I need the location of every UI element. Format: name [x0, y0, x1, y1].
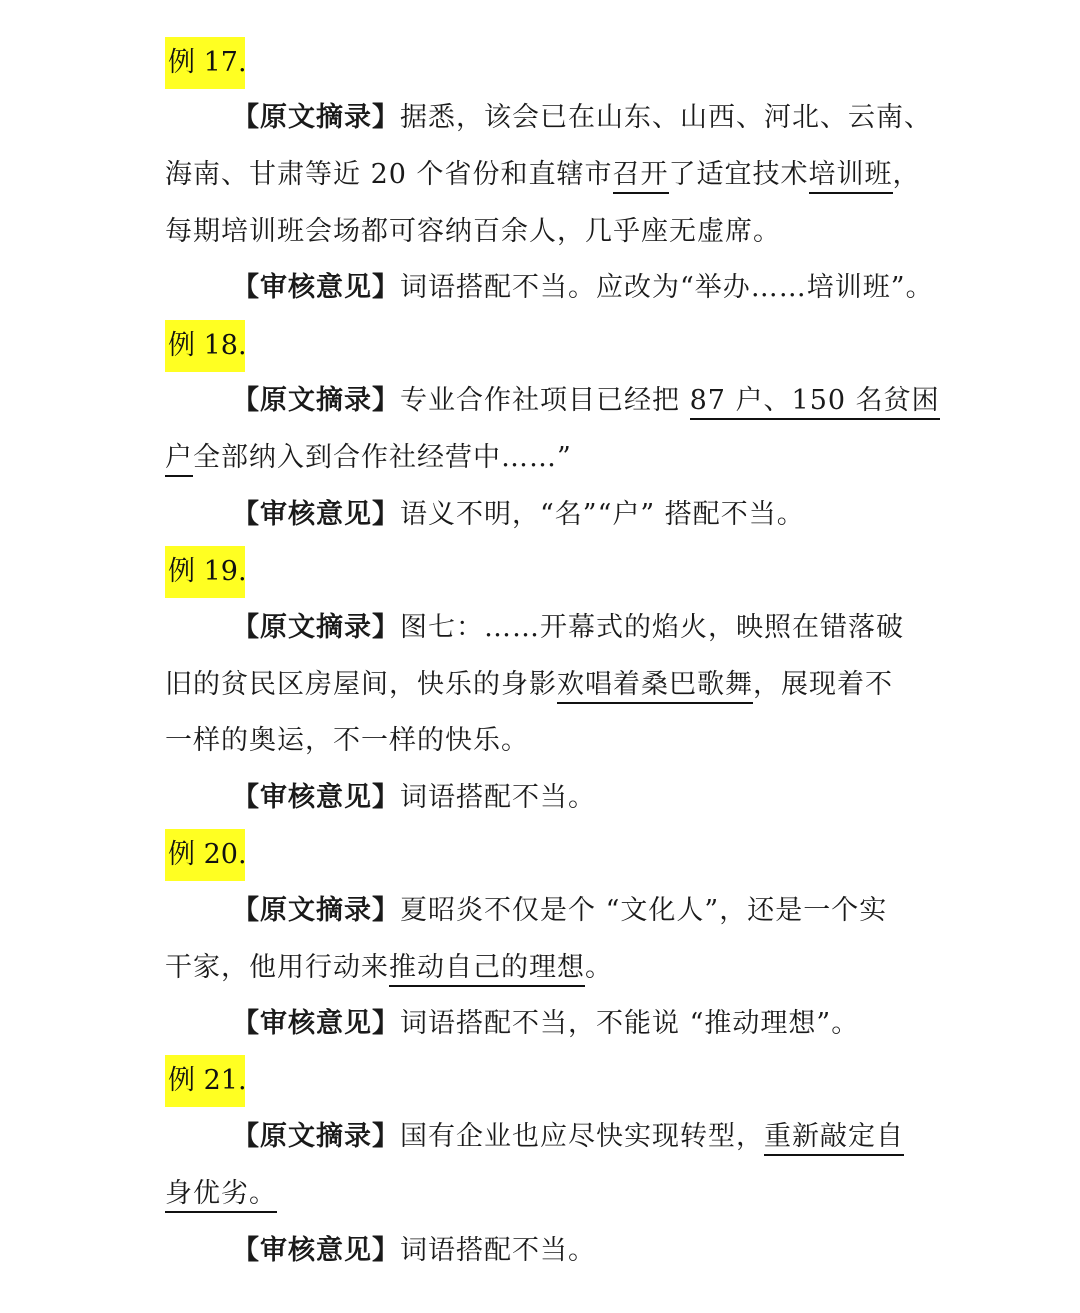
- excerpt-text: 全部纳入到合作社经营中……”: [193, 442, 572, 473]
- excerpt-text: 国有企业也应尽快实现转型，: [400, 1121, 764, 1152]
- review-text: 词语搭配不当。应改为“举办……培训班”。: [400, 272, 934, 303]
- excerpt-line: [165, 212, 781, 252]
- excerpt-line: [165, 438, 572, 478]
- underlined-text: 户: [165, 442, 193, 477]
- example-label: 例 19.: [165, 546, 245, 598]
- review-tag: 【审核意见】: [232, 1235, 400, 1266]
- review-line: [232, 1004, 859, 1044]
- review-tag: 【审核意见】: [232, 782, 400, 813]
- excerpt-line: [232, 891, 887, 931]
- underlined-text: 培训班: [809, 159, 893, 194]
- excerpt-text: 夏昭炎不仅是个 “文化人”，还是一个实: [400, 895, 888, 926]
- excerpt-line: [165, 1174, 277, 1214]
- excerpt-text: 旧的贫民区房屋间，快乐的身影: [165, 669, 557, 700]
- example-label: 例 20.: [165, 829, 245, 881]
- underlined-text: 推动自己的理想: [389, 952, 585, 987]
- excerpt-text: ，: [892, 159, 921, 190]
- review-line: [232, 778, 596, 818]
- excerpt-text: 。: [585, 952, 613, 983]
- excerpt-text: 海南、甘肃等近 20 个省份和直辖市: [165, 159, 613, 190]
- excerpt-tag: 【原文摘录】: [232, 612, 400, 643]
- review-tag: 【审核意见】: [232, 499, 400, 530]
- excerpt-text: 了适宜技术: [668, 159, 809, 190]
- excerpt-text: 每期培训班会场都可容纳百余人，几乎座无虚席。: [165, 216, 781, 247]
- example-label: 例 18.: [165, 320, 245, 372]
- excerpt-text: 图七：……开幕式的焰火，映照在错落破: [400, 612, 904, 643]
- underlined-text: 欢唱着桑巴歌舞: [557, 669, 753, 704]
- excerpt-tag: 【原文摘录】: [232, 102, 400, 133]
- excerpt-text: 干家，他用行动来: [165, 952, 389, 983]
- review-text: 语义不明，“名”“户” 搭配不当。: [400, 499, 805, 530]
- excerpt-line: [232, 98, 932, 138]
- underlined-text: 身优劣。: [165, 1178, 277, 1213]
- example-label: 例 17.: [165, 37, 245, 89]
- review-text: 词语搭配不当。: [400, 1235, 596, 1266]
- excerpt-line: [232, 1117, 904, 1157]
- excerpt-tag: 【原文摘录】: [232, 385, 400, 416]
- underlined-text: 87 户、150 名贫困: [690, 385, 940, 420]
- review-tag: 【审核意见】: [232, 1008, 400, 1039]
- example-label: 例 21.: [165, 1055, 245, 1107]
- review-line: [232, 268, 934, 308]
- underlined-text: 重新敲定自: [764, 1121, 904, 1156]
- excerpt-line: [165, 721, 529, 761]
- excerpt-text: 专业合作社项目已经把: [400, 385, 690, 416]
- review-text: 词语搭配不当。: [400, 782, 596, 813]
- review-line: [232, 1231, 596, 1271]
- excerpt-line: [232, 608, 904, 648]
- excerpt-text: 据悉，该会已在山东、山西、河北、云南、: [400, 102, 932, 133]
- excerpt-tag: 【原文摘录】: [232, 895, 400, 926]
- excerpt-line: [165, 155, 921, 195]
- review-line: [232, 495, 805, 535]
- excerpt-line: [232, 381, 940, 421]
- underlined-text: 召开: [613, 159, 669, 194]
- excerpt-tag: 【原文摘录】: [232, 1121, 400, 1152]
- excerpt-line: [165, 948, 613, 988]
- review-tag: 【审核意见】: [232, 272, 400, 303]
- excerpt-text: ，展现着不: [753, 669, 893, 700]
- review-text: 词语搭配不当，不能说 “推动理想”。: [400, 1008, 860, 1039]
- excerpt-text: 一样的奥运，不一样的快乐。: [165, 725, 529, 756]
- excerpt-line: [165, 665, 893, 705]
